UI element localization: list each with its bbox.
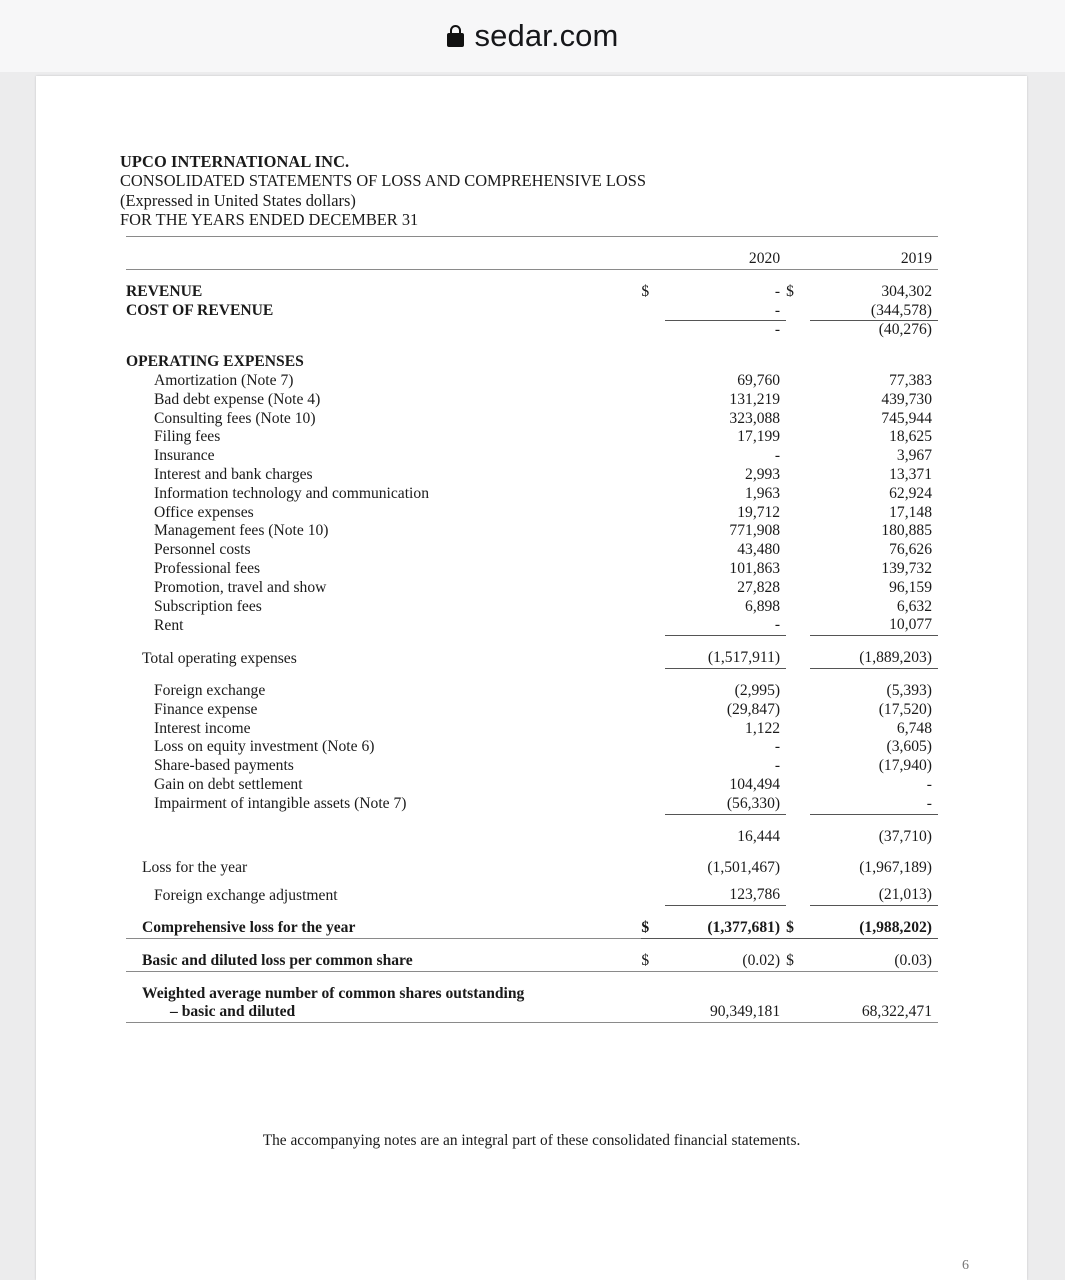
value-2020: - — [774, 447, 781, 465]
browser-toolbar — [0, 0, 1065, 73]
row-label: Consulting fees (Note 10) — [154, 409, 316, 427]
row-label: Insurance — [154, 447, 215, 465]
row-label: Rent — [154, 616, 184, 634]
page-number: 6 — [962, 1258, 969, 1273]
value-2019: 77,383 — [889, 371, 932, 389]
table-row — [126, 720, 938, 739]
value-2019: 68,322,471 — [810, 1003, 938, 1022]
value-2019: 304,302 — [881, 282, 932, 300]
table-row — [126, 795, 938, 814]
row-label: Promotion, travel and show — [154, 578, 327, 596]
value-2019: 17,148 — [889, 503, 932, 521]
spacer — [126, 905, 938, 919]
value-2020: (29,847) — [726, 700, 781, 718]
table-row — [126, 560, 938, 579]
period-label: FOR THE YEARS ENDED DECEMBER 31 — [120, 210, 419, 230]
value-2020: - — [774, 321, 781, 339]
column-header-2019: 2019 — [810, 250, 938, 269]
table-row-total-operating-expenses — [126, 649, 938, 668]
value-2019: 10,077 — [810, 616, 938, 635]
value-2020: (1,501,467) — [707, 859, 781, 877]
value-2020: 323,088 — [729, 409, 781, 427]
column-header-row — [126, 250, 938, 269]
row-label: Filing fees — [154, 428, 221, 446]
table-row — [126, 776, 938, 795]
value-2020: 2,993 — [745, 465, 781, 483]
table-row — [126, 410, 938, 429]
row-label: Impairment of intangible assets (Note 7) — [154, 795, 407, 813]
column-header-2020: 2020 — [665, 250, 786, 269]
table-row-weighted-average-line2 — [126, 1003, 938, 1022]
row-label: Basic and diluted loss per common share — [126, 952, 641, 971]
spacer — [126, 971, 938, 985]
value-2019: - — [810, 795, 938, 814]
value-2019: 13,371 — [889, 465, 932, 483]
currency-2019: $ — [786, 952, 810, 971]
table-row-loss-per-share — [126, 952, 938, 971]
value-2020: 123,786 — [665, 886, 786, 905]
value-2020: 131,219 — [729, 390, 781, 408]
table-row-cost-of-revenue — [126, 302, 938, 321]
table-row — [126, 428, 938, 447]
value-2019: 6,632 — [896, 597, 932, 615]
value-2020: 43,480 — [737, 541, 781, 559]
value-2019: (37,710) — [878, 827, 932, 845]
url-text: sedar.com — [474, 18, 619, 53]
row-label: COST OF REVENUE — [126, 302, 274, 320]
row-label: Bad debt expense (Note 4) — [154, 390, 321, 408]
spacer — [126, 237, 938, 250]
value-2020: 69,760 — [737, 371, 781, 389]
row-label: Information technology and communication — [154, 484, 429, 502]
spacer — [126, 340, 938, 353]
value-2020: 17,199 — [737, 428, 781, 446]
value-2019: 139,732 — [881, 559, 932, 577]
value-2019: 18,625 — [889, 428, 932, 446]
row-label: Amortization (Note 7) — [154, 371, 294, 389]
value-2019: 96,159 — [889, 578, 932, 596]
table-row — [126, 701, 938, 720]
value-2019: (1,889,203) — [810, 649, 938, 668]
currency-2019: $ — [786, 282, 794, 300]
value-2019: (0.03) — [810, 952, 938, 971]
company-name: UPCO INTERNATIONAL INC. — [120, 152, 350, 171]
value-2019: (5,393) — [886, 681, 932, 699]
value-2020: 1,122 — [745, 719, 781, 737]
value-2019: (344,578) — [810, 302, 938, 321]
table-row — [126, 541, 938, 560]
row-label: – basic and diluted — [126, 1003, 641, 1022]
row-label: Gain on debt settlement — [154, 775, 303, 793]
value-2020: 104,494 — [729, 775, 781, 793]
value-2019: 745,944 — [881, 409, 932, 427]
value-2020: 16,444 — [737, 827, 781, 845]
value-2019: 180,885 — [881, 522, 932, 540]
row-label: Share-based payments — [154, 757, 294, 775]
value-2020: - — [774, 738, 781, 756]
currency-2020: $ — [641, 952, 665, 971]
row-label: Foreign exchange adjustment — [154, 886, 338, 904]
row-label: Loss on equity investment (Note 6) — [154, 738, 375, 756]
table-row — [126, 616, 938, 635]
spacer — [126, 668, 938, 682]
table-row-comprehensive-loss — [126, 919, 938, 938]
spacer — [126, 636, 938, 650]
row-label: Foreign exchange — [154, 681, 266, 699]
row-label: Interest income — [154, 719, 251, 737]
row-label: Finance expense — [154, 700, 258, 718]
value-2019: (1,988,202) — [810, 919, 938, 938]
value-2019: (17,520) — [878, 700, 932, 718]
table-row — [126, 598, 938, 617]
table-row — [126, 682, 938, 701]
table-row-loss-for-the-year — [126, 859, 938, 878]
row-label: Professional fees — [154, 559, 261, 577]
currency-2020: $ — [641, 919, 665, 938]
document-header — [120, 152, 646, 230]
table-row-operating-expenses-header — [126, 353, 938, 372]
pdf-viewport[interactable] — [0, 72, 1065, 1280]
value-2020: - — [774, 282, 781, 300]
footnote: The accompanying notes are an integral part of these consolidated financial statements. — [262, 1132, 801, 1149]
value-2020: 19,712 — [737, 503, 781, 521]
table-row-fx-adjustment — [126, 886, 938, 905]
value-2020: 90,349,181 — [665, 1003, 786, 1022]
currency-note: (Expressed in United States dollars) — [120, 190, 356, 210]
spacer — [126, 878, 938, 886]
row-label: Interest and bank charges — [154, 465, 313, 483]
row-label: Weighted average number of common shares outstanding — [142, 984, 525, 1002]
table-row — [126, 579, 938, 598]
row-label: REVENUE — [126, 282, 203, 300]
value-2020: - — [665, 616, 786, 635]
table-row-revenue — [126, 283, 938, 302]
spacer — [126, 814, 938, 828]
value-2020: (56,330) — [665, 795, 786, 814]
value-2020: (0.02) — [665, 952, 786, 971]
table-row-weighted-average-line1 — [126, 985, 938, 1004]
value-2019: 3,967 — [896, 447, 932, 465]
value-2020: (1,377,681) — [665, 919, 786, 938]
table-row — [126, 372, 938, 391]
section-header: OPERATING EXPENSES — [126, 353, 304, 371]
table-row — [126, 504, 938, 523]
value-2020: 27,828 — [737, 578, 781, 596]
table-row — [126, 757, 938, 776]
table-row — [126, 738, 938, 757]
value-2019: 6,748 — [896, 719, 932, 737]
value-2019: (1,967,189) — [859, 859, 932, 877]
spacer — [126, 846, 938, 859]
row-label: Subscription fees — [154, 597, 262, 615]
value-2020: 771,908 — [729, 522, 781, 540]
currency-2020: $ — [641, 282, 650, 300]
row-label: Personnel costs — [154, 541, 251, 559]
value-2019: (40,276) — [878, 321, 932, 339]
spacer — [126, 938, 938, 952]
value-2020: 101,863 — [729, 559, 781, 577]
document-page — [36, 76, 1027, 1280]
table-row — [126, 447, 938, 466]
statement-title: CONSOLIDATED STATEMENTS OF LOSS AND COMPREHENSIVE LOSS — [120, 171, 646, 191]
row-label: Loss for the year — [142, 859, 248, 877]
table-row — [126, 466, 938, 485]
financial-statement-table — [126, 236, 938, 1023]
table-row-other-total — [126, 828, 938, 847]
table-row — [126, 485, 938, 504]
value-2019: (21,013) — [810, 886, 938, 905]
row-label: Comprehensive loss for the year — [126, 919, 641, 938]
lock-icon — [447, 25, 464, 47]
spacer — [126, 269, 938, 283]
currency-2019: $ — [786, 919, 810, 938]
value-2019: 439,730 — [881, 390, 932, 408]
value-2020: - — [665, 302, 786, 321]
value-2019: (3,605) — [886, 738, 932, 756]
table-row — [126, 522, 938, 541]
value-2019: 76,626 — [889, 541, 932, 559]
value-2020: 1,963 — [745, 484, 781, 502]
value-2019: (17,940) — [878, 757, 932, 775]
address-bar[interactable] — [447, 18, 619, 54]
value-2020: (1,517,911) — [665, 649, 786, 668]
row-label: Management fees (Note 10) — [154, 522, 329, 540]
value-2020: - — [774, 757, 781, 775]
value-2019: - — [926, 775, 932, 793]
value-2020: 6,898 — [745, 597, 781, 615]
value-2020: (2,995) — [734, 681, 781, 699]
table-row — [126, 391, 938, 410]
row-label: Total operating expenses — [142, 649, 297, 667]
value-2019: 62,924 — [889, 484, 932, 502]
row-label: Office expenses — [154, 503, 254, 521]
table-row-gross-loss — [126, 321, 938, 340]
